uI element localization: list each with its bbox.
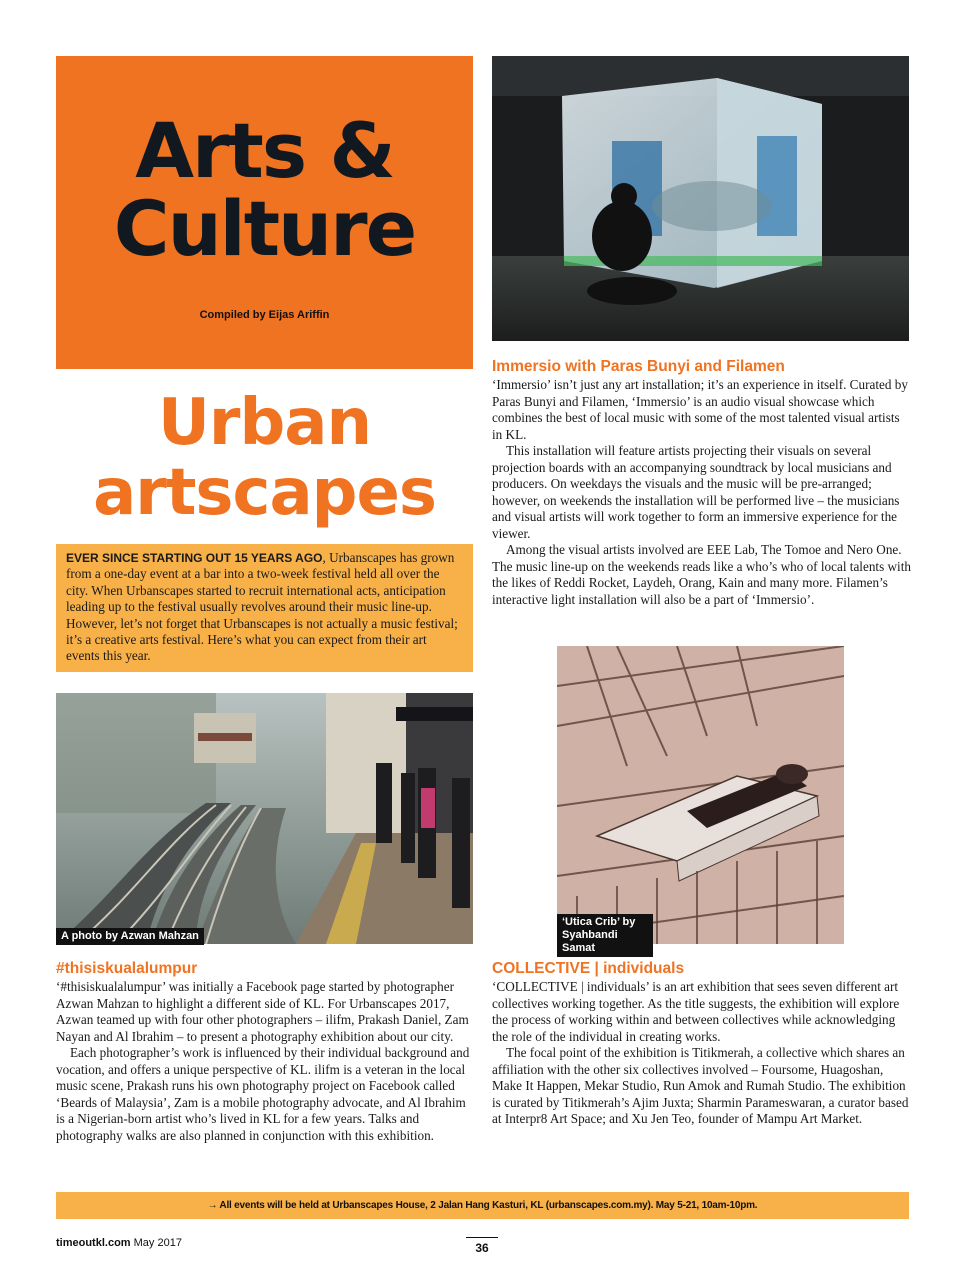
page-number-rule [466,1237,498,1238]
event-info-text: All events will be held at Urbanscapes House, 2 Jalan Hang Kasturi, KL (urbanscapes.com.my). May 5-21, 10am-10pm. [219,1200,758,1211]
footer-site-url: timeoutkl.com [56,1237,131,1249]
feature-headline-line2: artscapes [93,456,436,530]
arrow-right-icon: → [207,1200,218,1211]
paragraph: This installation will feature artists projecting their visuals on several projection boards with an accompanying soundtrack by local musicians and producers. On weekdays the visuals and the music will be pre-arranged; however, on weekends the installation will be performed live – the musicians and visual artists will work together to form an immersive experience for the viewer. [492,443,900,541]
section-title-line2: Culture [113,184,416,273]
intro-lead: EVER SINCE STARTING OUT 15 YEARS AGO [66,551,323,565]
article-heading-immersio: Immersio with Paras Bunyi and Filamen [492,358,785,375]
page-number: 36 [475,1241,489,1255]
paragraph: ‘#thisiskualalumpur’ was initially a Facebook page started by photographer Azwan Mahzan to highlight a different side of KL. For Urbanscapes 2017, Azwan teamed up with four other photographers – ilifm, Prakash Daniel, Zam Nayan and Al Ibrahim – to present a photography exhibition about our city. [56,979,469,1044]
article-heading-collective: COLLECTIVE | individuals [492,960,685,977]
paragraph: The focal point of the exhibition is Titikmerah, a collective which shares an affiliation with the other six collectives involved – Foursome, Huagoshan, Make It Happen, Mekar Studio, Run Amok and Rumah Studio. The exhibition is curated by Titikmerah’s Ajim Juxta; Sharmin Parameswaran, a curator based at Interpr8 Art Space; and Xu Jen Teo, founder of Mampu Art Market. [492,1045,909,1126]
paragraph: Among the visual artists involved are EEE Lab, The Tomoe and Nero One. The music line-up on the weekends reads like a who’s who of local talents with the likes of Reddi Rocket, Laydeh, Orang, Kain and many more. Filamen’s interactive light installation will also be a part of ‘Immersio’. [492,542,911,607]
article-body-immersio [492,377,911,608]
article-heading-thisiskualalumpur: #thisiskualalumpur [56,960,198,977]
paragraph: Each photographer’s work is influenced by their individual background and vocation, and offers a unique perspective of KL. ilifm is a veteran in the local music scene, Prakash runs his own photography project on Facebook called ‘Beards of Malaysia’, Zam is a mobile photography advocate, and Al Ibrahim is a Nigerian-born artist who’s lived in KL for a few years. Talks and photography walks are also planned in conjunction with this exhibition. [56,1045,470,1143]
paragraph: ‘COLLECTIVE | individuals’ is an art exhibition that sees seven different art collectives working together. As the title suggests, the exhibition will explore the process of working within and between collectives while acknowledging the role of the individual in creating works. [492,979,900,1044]
section-title-line1: Arts & [135,106,394,195]
event-info-bar [56,1192,909,1219]
feature-headline [56,388,473,528]
footer-site [56,1237,182,1249]
lrt-train-photo [56,693,473,944]
article-body-thisiskualalumpur [56,979,475,1144]
section-title [56,106,473,273]
photo-caption-utica [557,914,653,957]
intro-box [56,544,473,672]
article-body-collective [492,979,911,1128]
caption-line: Syahbandi Samat [562,929,618,954]
utica-crib-artwork [557,646,844,944]
paragraph: ‘Immersio’ isn’t just any art installation; it’s an experience in itself. Curated by Paras Bunyi and Filamen, ‘Immersio’ is an audio visual showcase which combines the best of local music with some of the most talented visual artists in KL. [492,377,908,442]
byline: Compiled by Eijas Ariffin [199,309,330,321]
photo-caption-train: A photo by Azwan Mahzan [56,928,204,945]
intro-body: , Urbanscapes has grown from a one-day event at a bar into a two-week festival held all over the city. When Urbanscapes started to recruit international acts, anticipation leading up to the festival usually revolves around their music line-up. However, let’s not forget that Urbanscapes is not actually a music festival; it’s a creative arts festival. Here’s what you can expect from their art events this year. [66,550,458,664]
caption-line: ‘Utica Crib’ by [562,916,636,928]
immersio-installation-photo [492,56,909,341]
feature-headline-line1: Urban [157,386,372,460]
footer-issue: May 2017 [133,1237,182,1249]
